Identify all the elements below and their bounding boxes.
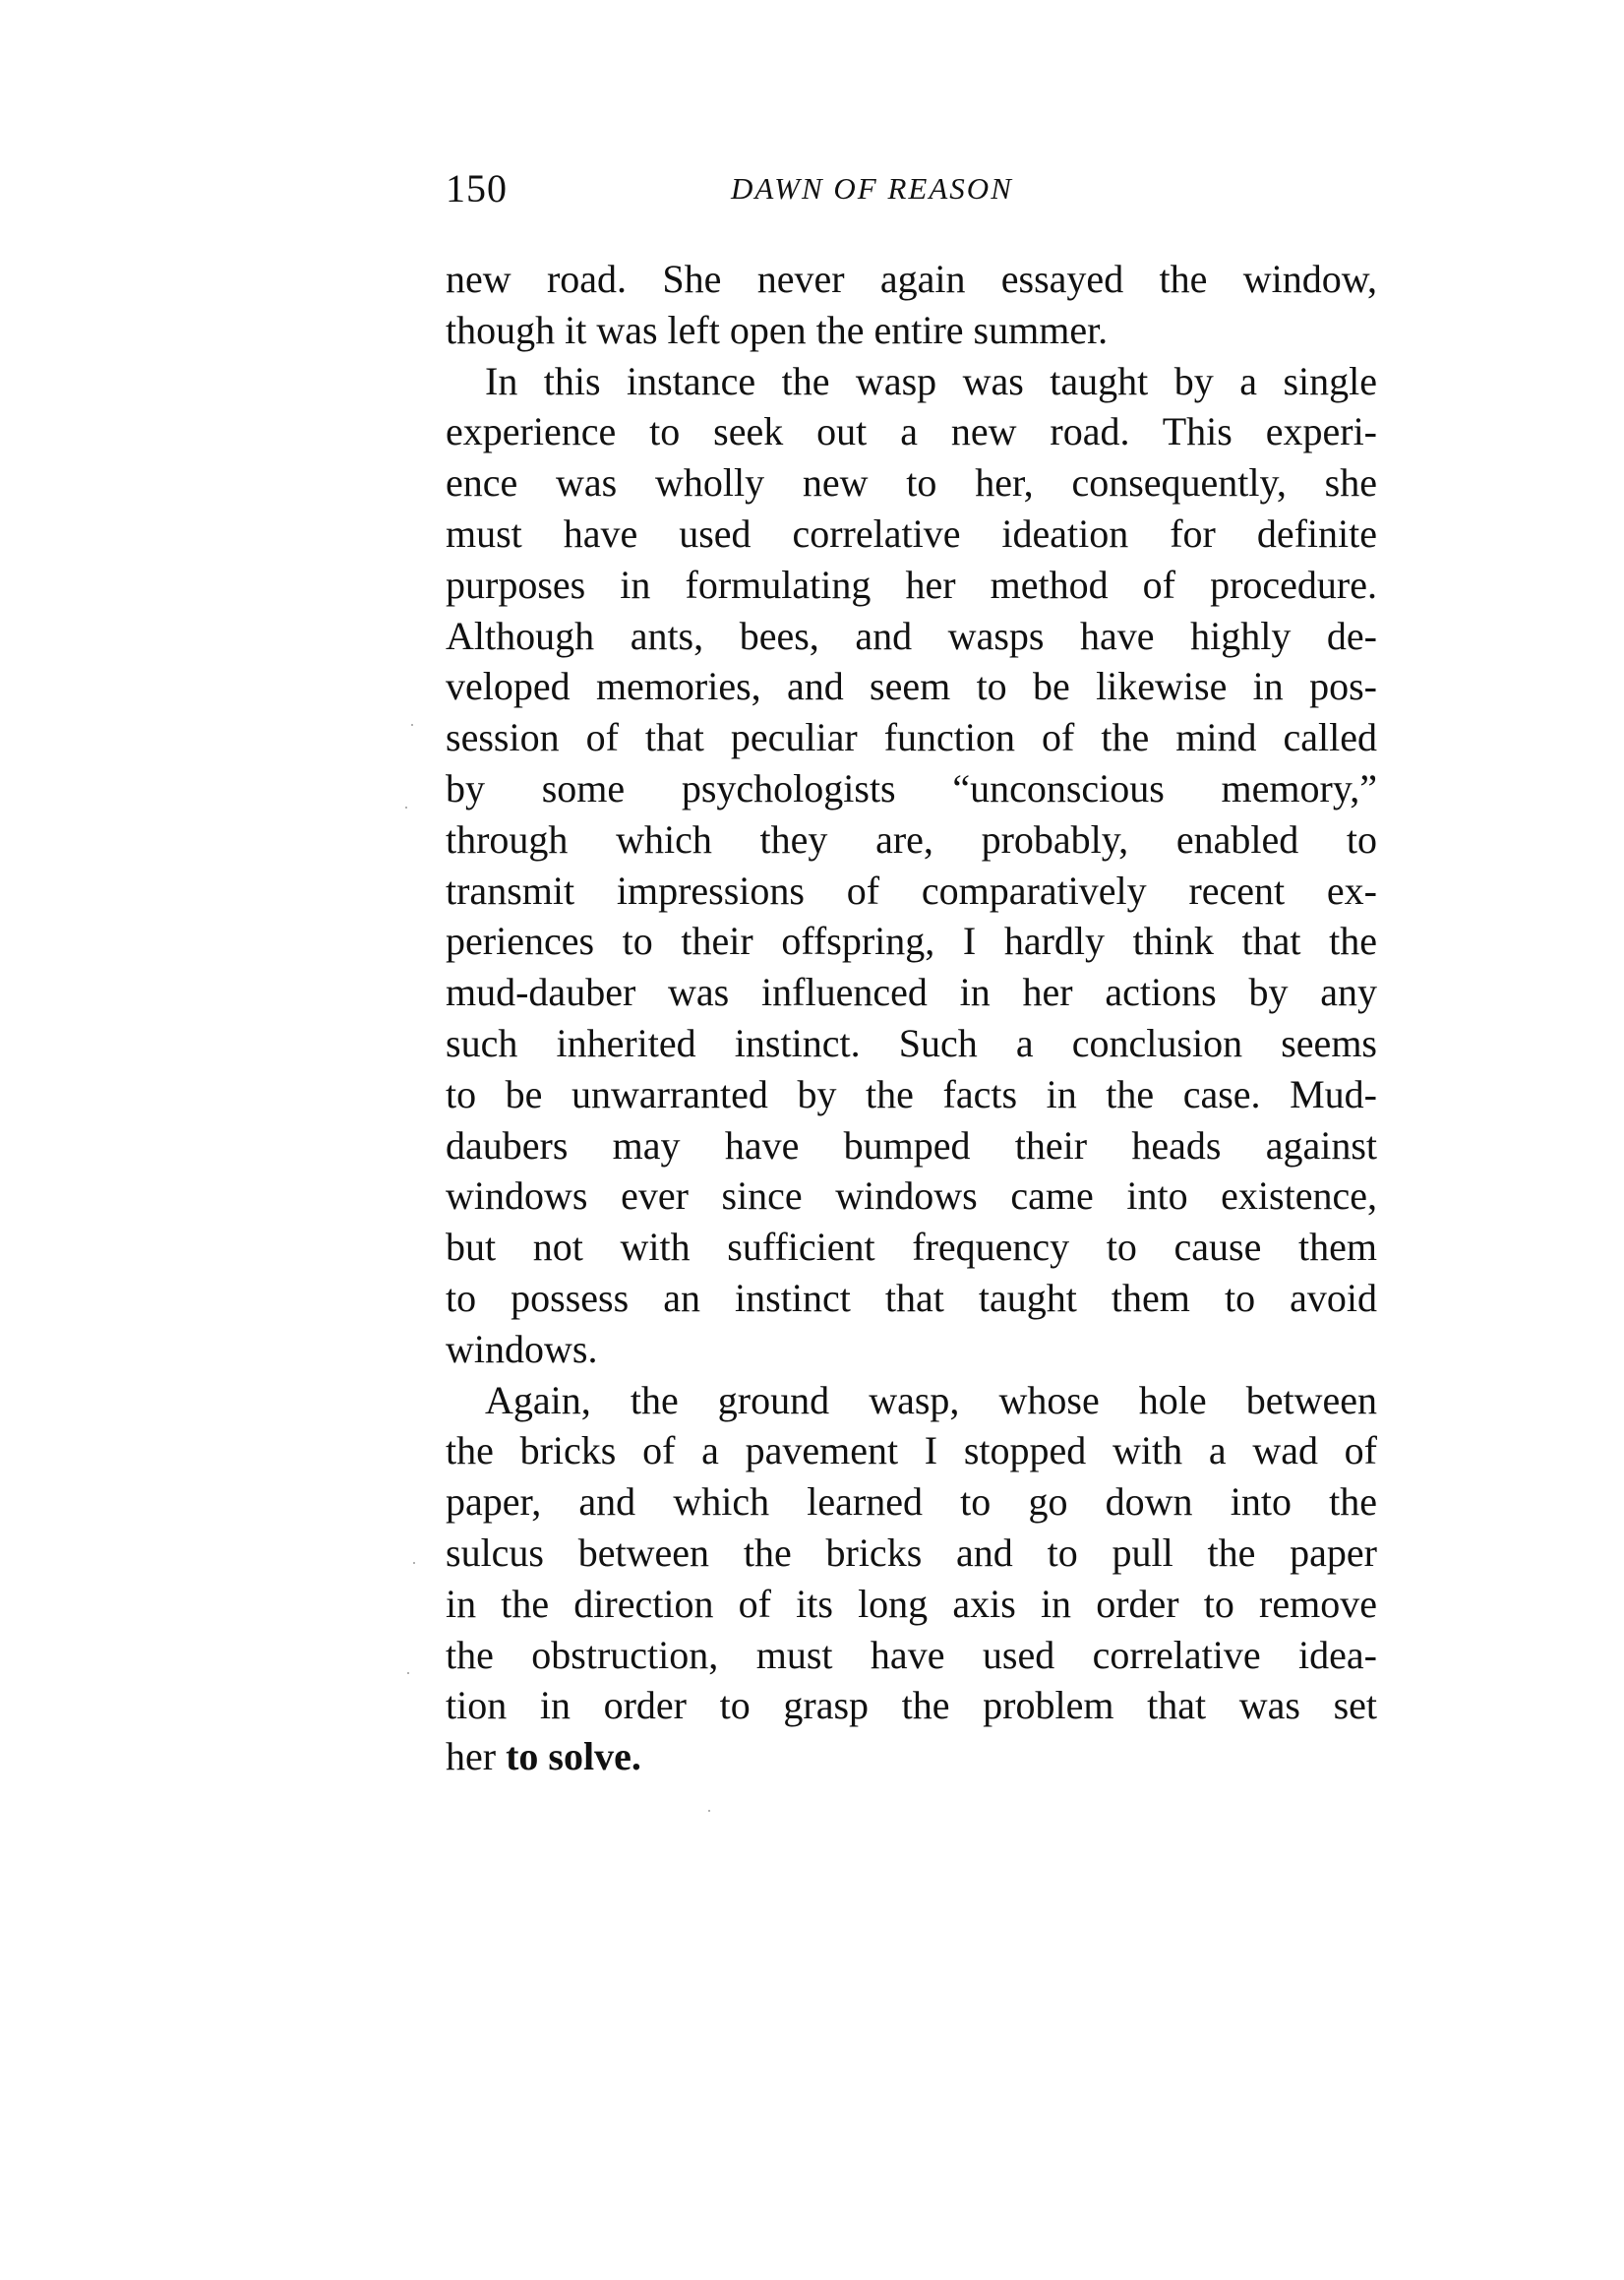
body-text <box>446 254 1377 1782</box>
text-line: to possess an instinct that taught them to avoid <box>446 1275 1377 1320</box>
text-line: through which they are, probably, enabled to <box>446 816 1377 862</box>
text-line: Although ants, bees, and wasps have highly de- <box>446 613 1377 658</box>
text-line: In this instance the wasp was taught by a single <box>485 358 1377 403</box>
text-line: such inherited instinct. Such a conclusion seems <box>446 1020 1377 1065</box>
text-line: tion in order to grasp the problem that was set <box>446 1683 1377 1728</box>
text-line: new road. She never again essayed the window, <box>446 257 1377 301</box>
final-line-regular: her <box>446 1734 507 1779</box>
text-line: to be unwarranted by the facts in the case. Mud- <box>446 1071 1377 1116</box>
scan-speck <box>413 1562 415 1564</box>
text-line: the bricks of a pavement I stopped with a wad of <box>446 1428 1377 1473</box>
running-title: DAWN OF REASON <box>731 171 1013 206</box>
scan-speck <box>708 1810 710 1812</box>
text-line: windows ever since windows came into existence, <box>446 1173 1377 1219</box>
text-line: but not with sufficient frequency to cause them <box>446 1225 1377 1270</box>
text-line: windows. <box>446 1326 598 1371</box>
scan-speck <box>405 807 407 809</box>
page-number: 150 <box>446 166 508 210</box>
text-line: session of that peculiar function of the mind called <box>446 715 1377 760</box>
text-line: must have used correlative ideation for definite <box>446 510 1377 556</box>
text-line: Again, the ground wasp, whose hole between <box>485 1377 1377 1422</box>
text-line: purposes in formulating her method of procedure. <box>446 562 1377 607</box>
text-line: though it was left open the entire summer. <box>446 307 1109 352</box>
text-line: paper, and which learned to go down into the <box>446 1479 1377 1525</box>
text-line: ence was wholly new to her, consequently, she <box>446 460 1377 506</box>
final-line-bold: to solve. <box>506 1734 641 1779</box>
text-line-final <box>446 1731 1377 1782</box>
text-line: daubers may have bumped their heads against <box>446 1122 1377 1168</box>
text-line: experience to seek out a new road. This experi- <box>446 409 1377 454</box>
running-head <box>446 165 1377 212</box>
text-line: in the direction of its long axis in order to remove <box>446 1581 1377 1626</box>
scan-speck <box>411 724 413 726</box>
text-line: veloped memories, and seem to be likewise in pos- <box>446 664 1377 709</box>
scan-speck <box>407 1672 409 1674</box>
text-line: sulcus between the bricks and to pull the paper <box>446 1530 1377 1575</box>
text-line: mud-dauber was influenced in her actions by any <box>446 970 1377 1015</box>
text-line: by some psychologists “unconscious memory,” <box>446 765 1377 810</box>
text-line: periences to their offspring, I hardly think that the <box>446 919 1377 964</box>
text-line: the obstruction, must have used correlative idea- <box>446 1632 1377 1677</box>
text-line: transmit impressions of comparatively recent ex- <box>446 868 1377 913</box>
